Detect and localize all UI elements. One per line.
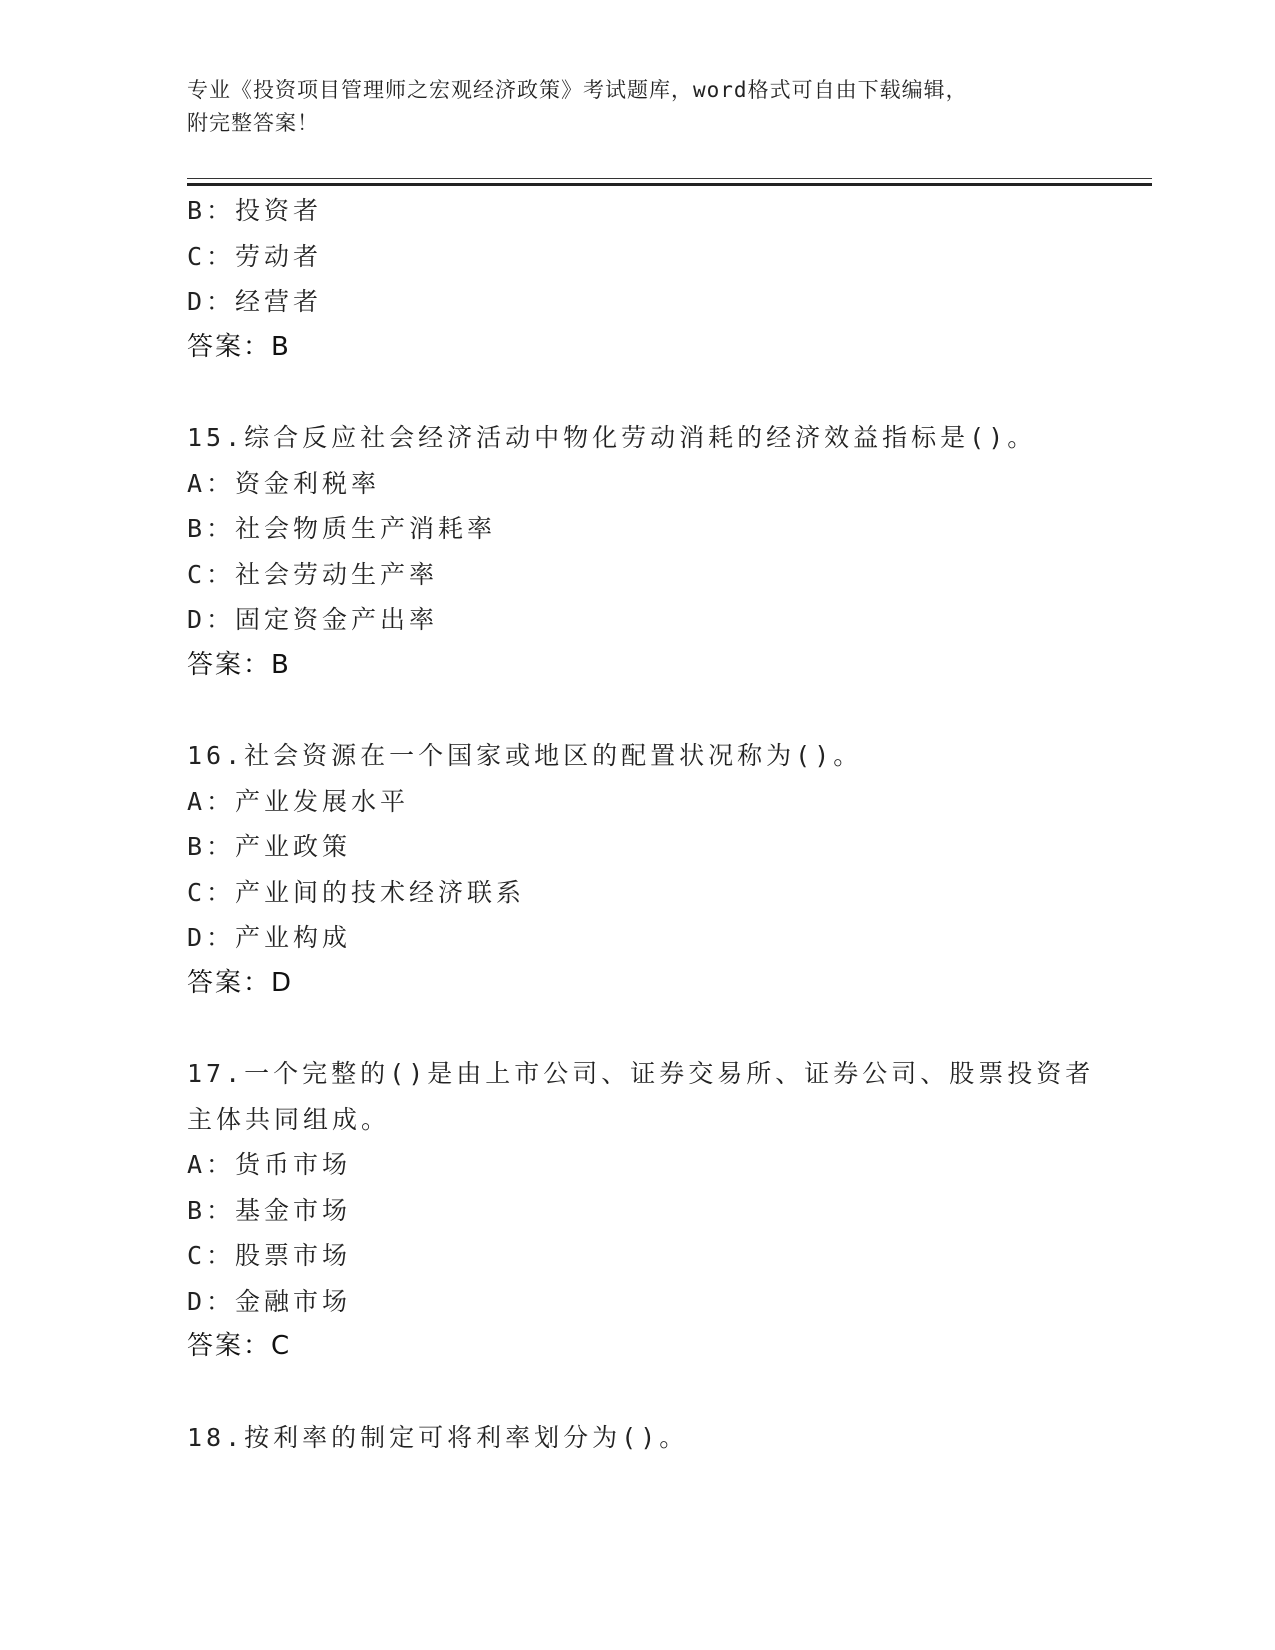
- question-list: [187, 188, 1147, 1460]
- spacer: [187, 1006, 1147, 1051]
- option-a: A：资金利税率: [187, 468, 381, 498]
- question-14-tail: [187, 188, 1147, 370]
- answer: 答案：D: [187, 967, 294, 998]
- question-18: [187, 1415, 1147, 1461]
- question-17: [187, 1051, 1147, 1370]
- option-b: B：投资者: [187, 196, 323, 225]
- question-stem: 18.按利率的制定可将利率划分为()。: [187, 1422, 689, 1452]
- answer: 答案：B: [187, 649, 291, 680]
- question-stem: 16.社会资源在一个国家或地区的配置状况称为()。: [187, 741, 863, 770]
- spacer: [187, 688, 1147, 733]
- document-header: [187, 74, 1087, 140]
- question-stem-line-2: 主体共同组成。: [187, 1104, 391, 1134]
- option-d: D：金融市场: [187, 1286, 352, 1316]
- question-stem: 15.综合反应社会经济活动中物化劳动消耗的经济效益指标是()。: [187, 423, 1037, 452]
- option-d: D：固定资金产出率: [187, 605, 439, 634]
- option-c: C：社会劳动生产率: [187, 559, 439, 589]
- question-stem-line-1: 17.一个完整的()是由上市公司、证券交易所、证券公司、股票投资者: [187, 1059, 1095, 1088]
- header-rule-thin: [187, 178, 1152, 179]
- question-15: [187, 415, 1147, 688]
- header-line-2: 附完整答案！: [187, 111, 319, 135]
- header-line-1: 专业《投资项目管理师之宏观经济政策》考试题库，word格式可自由下载编辑，: [187, 78, 968, 102]
- option-b: B：基金市场: [187, 1195, 352, 1225]
- option-c: C：股票市场: [187, 1241, 352, 1270]
- option-b: B：社会物质生产消耗率: [187, 514, 497, 543]
- option-c: C：劳动者: [187, 241, 323, 271]
- answer: 答案：B: [187, 331, 291, 362]
- option-a: A：货币市场: [187, 1150, 352, 1179]
- spacer: [187, 1370, 1147, 1415]
- option-d: D：产业构成: [187, 923, 352, 952]
- answer: 答案：C: [187, 1331, 292, 1361]
- option-b: B：产业政策: [187, 832, 352, 861]
- option-a: A：产业发展水平: [187, 786, 410, 816]
- header-rule-thick: [187, 183, 1152, 186]
- option-c: C：产业间的技术经济联系: [187, 877, 526, 907]
- question-16: [187, 733, 1147, 1006]
- option-d: D：经营者: [187, 287, 323, 316]
- spacer: [187, 370, 1147, 415]
